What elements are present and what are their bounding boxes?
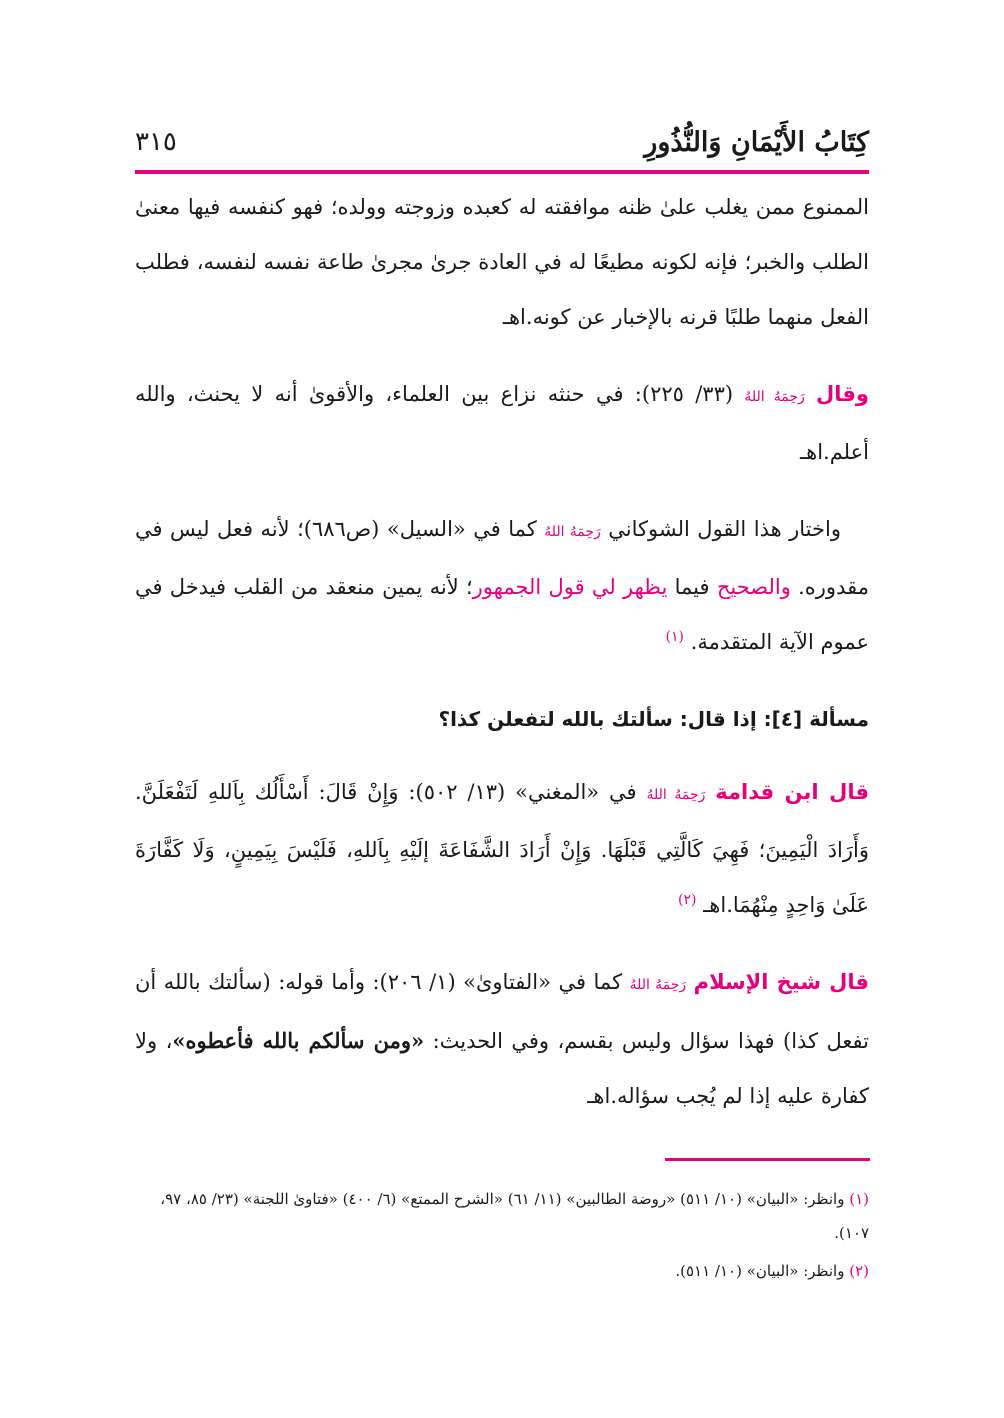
footnote-1-number: (١) (849, 1190, 869, 1208)
paragraph-3-part3: فيما (674, 575, 710, 599)
footnote-2-number: (٢) (849, 1262, 869, 1280)
paragraph-2-lead: وقال (816, 382, 869, 406)
footnote-1-text: وانظر: «البيان» (١٠/ ٥١١) «روضة الطالبين» (١١/ ٦١) «الشرح الممتع» (٦/ ٤٠٠) «فتاوىٰ اللجنة» (٢٣/ ٨٥، ٩٧، ١٠٧). (160, 1190, 869, 1242)
footnote-2-text: وانظر: «البيان» (١٠/ ٥١١). (675, 1262, 845, 1280)
paragraph-3-honorific: رَحِمَهُ اللهُ (544, 524, 601, 540)
footnotes (135, 1182, 869, 1292)
book-title: كِتَابُ الأَيْمَانِ وَالنُّذُورِ (644, 126, 869, 158)
paragraph-3 (135, 502, 869, 670)
paragraph-5 (135, 955, 869, 1124)
header-rule (135, 170, 869, 174)
paragraph-5-part2: ، ولا كفارة عليه إذا لم يُجب سؤاله.اهـ (135, 1029, 869, 1108)
paragraph-5-lead: قال شيخ الإسلام (693, 970, 869, 994)
paragraph-3-jumhur: يظهر لي قول الجمهور (472, 575, 668, 599)
footnote-ref-1[interactable]: (١) (665, 629, 684, 645)
paragraph-5-honorific: رَحِمَهُ اللهُ (629, 977, 687, 993)
footnote-rule (665, 1158, 870, 1161)
paragraph-5-hadith: «ومن سألكم بالله فأعطوه» (172, 1028, 425, 1053)
page-header (135, 118, 869, 166)
paragraph-4-honorific: رَحِمَهُ اللهُ (646, 787, 706, 803)
paragraph-4-lead: قال ابن قدامة (715, 780, 869, 804)
paragraph-4 (135, 765, 869, 933)
footnote-ref-2[interactable]: (٢) (677, 892, 697, 908)
paragraph-2-text: (٣٣/ ٢٢٥): في حنثه نزاع بين العلماء، والأقوىٰ أنه لا يحنث، والله أعلم.اهـ (135, 382, 869, 464)
paragraph-3-part4: ؛ لأنه يمين منعقد من القلب فيدخل في عموم الآية المتقدمة. (135, 575, 869, 654)
paragraph-2 (135, 367, 869, 480)
paragraph-1-text: الممنوع ممن يغلب علىٰ ظنه موافقته له كعبده وزوجته وولده؛ فهو كنفسه فيها معنىٰ الطلب والخبر؛ فإنه لكونه مطيعًا له في العادة جرىٰ مجرىٰ طاعة نفسه لنفسه، فطلب الفعل منهما طلبًا قرنه بالإخبار عن كونه.اهـ (135, 195, 869, 329)
footnote-1 (135, 1182, 869, 1250)
paragraph-4-text: في «المغني» (١٣/ ٥٠٢): وَإِنْ قَالَ: أَسْأَلُك بِاَللهِ لَتَفْعَلَنَّ. وَأَرَادَ الْيَمِينَ؛ فَهِيَ كَالَّتِي قَبْلَهَا. وَإِنْ أَرَادَ الشَّفَاعَةَ إلَيْهِ بِاَللهِ، فَلَيْسَ بِيَمِينٍ، وَلَا كَفَّارَةَ عَلَىٰ وَاحِدٍ مِنْهُمَا.اهـ (135, 780, 869, 917)
paragraph-3-part1: واختار هذا القول الشوكاني (608, 517, 841, 541)
page-body (135, 180, 869, 1146)
paragraph-5-part1: كما في «الفتاوىٰ» (١/ ٢٠٦): وأما قوله: (سألتك بالله أن تفعل كذا) فهذا سؤال وليس بقسم، وفي الحديث: (135, 970, 870, 1053)
footnote-2 (135, 1254, 869, 1288)
paragraph-2-honorific: رَحِمَهُ اللهُ (744, 389, 805, 405)
page-number: ٣١٥ (135, 127, 177, 157)
section-heading: مسألة [٤]: إذا قال: سألتك بالله لتفعلن كذا؟ (438, 707, 869, 731)
paragraph-3-part2: كما في «السيل» (ص٦٨٦)؛ لأنه فعل ليس في مقدوره. (135, 517, 869, 599)
paragraph-1 (135, 180, 869, 345)
paragraph-3-sahih: والصحيح (716, 575, 791, 599)
